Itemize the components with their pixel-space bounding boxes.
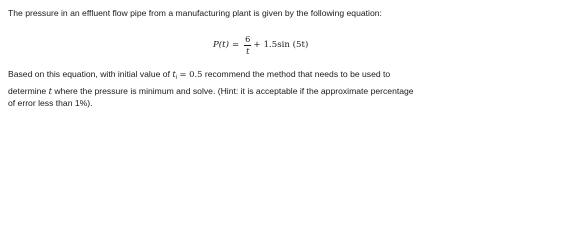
equation-lhs: P(t): [213, 40, 229, 50]
equation-sine-term: 1.5sin (5t): [263, 40, 309, 50]
equation-plus: +: [253, 40, 261, 50]
initial-value-subscript: i: [175, 75, 178, 81]
time-variable: t: [48, 85, 52, 96]
equation-equals: =: [231, 40, 240, 50]
intro-text: The pressure in an effluent flow pipe from a manufacturing plant is given by the following equation:: [8, 8, 382, 18]
fraction-denominator: t: [246, 45, 250, 56]
question-line-3: of error less than 1%).: [8, 98, 93, 108]
question-line-2: [8, 85, 414, 98]
initial-value-variable: t: [172, 69, 176, 79]
equation-fraction: [244, 34, 251, 57]
question-line-1: [8, 68, 414, 85]
pressure-equation: [213, 27, 308, 63]
initial-value: = 0.5: [179, 69, 203, 79]
question-line-1-before: Based on this equation, with initial value of: [8, 69, 173, 79]
question-line-2-after: where the pressure is minimum and solve. (Hint: it is acceptable if the approximate percentage: [51, 85, 414, 96]
question-line-2-before: determine: [8, 85, 49, 96]
intro-paragraph: [8, 7, 382, 20]
question-line-1-after: recommend the method that needs to be used to: [202, 69, 391, 79]
question-paragraph: [8, 68, 414, 110]
fraction-numerator: 6: [245, 33, 251, 44]
